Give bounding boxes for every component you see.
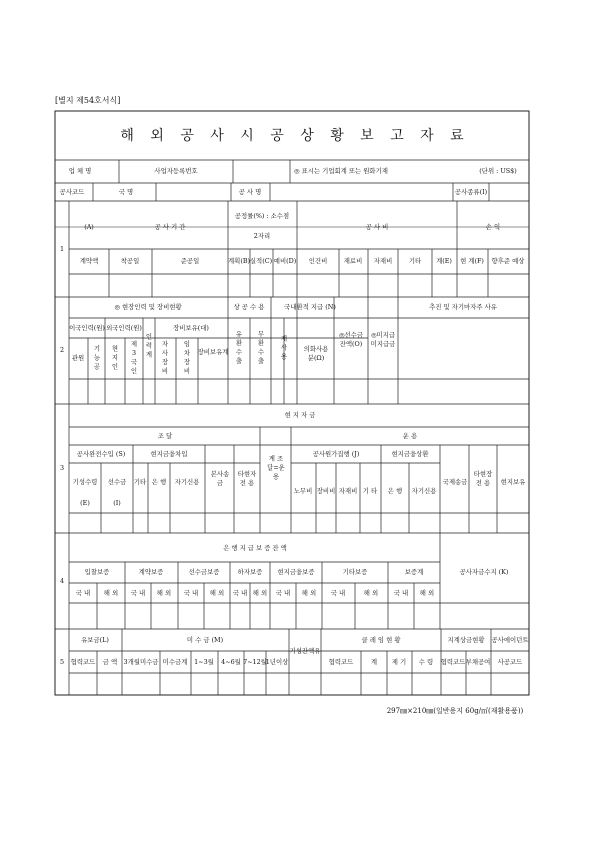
dom-5: 국 내 [275, 589, 291, 597]
defect-guarantee-label: 하자보증 [237, 568, 263, 576]
dom-6: 국 내 [330, 589, 346, 597]
col-actual: 실적(C) [249, 257, 273, 265]
contract-guarantee-label: 계약보증 [138, 568, 164, 576]
col-self-credit: 자기신용 [174, 478, 200, 486]
col-claim-filed: 제 기 [391, 658, 407, 666]
guarantee-total-label: 보증계 [404, 568, 424, 576]
ovr-3: 해 외 [209, 589, 225, 597]
section-4-number: 4 [59, 577, 65, 585]
subcontract-label: 공사자금수지 (K) [459, 568, 509, 576]
local-finance-guarantee-label: 현지금융보증 [277, 568, 315, 576]
col-other-received: 기타 [133, 478, 147, 486]
local-hold-label: 현지보유 [500, 478, 526, 486]
contract-a-label: (A) [84, 223, 94, 231]
agent-label: 공사에이던트 [491, 636, 529, 644]
dom-7: 국 내 [393, 589, 409, 597]
local-finance-label: 현지금융차입 [150, 450, 188, 458]
sub-e-label: (E) [80, 499, 90, 507]
col-advance-received: 선수금 [107, 478, 127, 486]
col-claim-code: 협력코드 [328, 658, 354, 666]
col-start-date: 착공일 [120, 257, 140, 265]
foreign-equity-label: 외국인력(원) [106, 324, 142, 332]
ovr-6: 해 외 [363, 589, 379, 597]
col-retention-code: 협력코드 [70, 658, 96, 666]
tech-label: 인력계 [145, 332, 153, 359]
col-3m-receivable: 3개월미수금 [123, 658, 159, 666]
foreign-workers-label: 이국인력(원) [69, 324, 105, 332]
receivable-label: 미 수 금 (M) [186, 636, 224, 644]
dom-3: 국 내 [183, 589, 199, 597]
col-claim-total: 계 [370, 658, 378, 666]
col-agent-code: 사공코드 [497, 658, 523, 666]
ovr-2: 해 외 [156, 589, 172, 597]
claim-label: 기성잔액유 [289, 647, 321, 655]
col-ops-other: 기 타 [362, 487, 378, 495]
ovr-5: 해 외 [301, 589, 317, 597]
col-staff: 관원 [71, 354, 85, 362]
manpower-label: ◎ 현장인력 및 장비현황 [114, 303, 182, 311]
section-1-number: 1 [59, 245, 65, 253]
profit-label: 손 익 [485, 223, 501, 231]
col-ops-materials: 자재비 [338, 487, 358, 495]
guarantee-balance-label: 은 행 지 급 보 증 잔 액 [223, 544, 287, 552]
bid-guarantee-label: 입찰보증 [84, 568, 110, 576]
col-end-date: 준공일 [180, 257, 200, 265]
col-total-e: 계(E) [436, 257, 452, 265]
progress-sub-label: 2자리 [253, 232, 271, 240]
col-reserve: 예비(D) [273, 257, 297, 265]
form-title: 해 외 공 사 시 공 상 황 보 고 자 료 [120, 128, 470, 144]
section-2-number: 2 [59, 346, 65, 354]
col-progress-received: 기성수령 [72, 478, 98, 486]
unit-label: (단위 : US$) [479, 167, 517, 175]
company-name-label: 업 체 명 [68, 167, 92, 175]
retention-label: 유보금(L) [81, 636, 109, 644]
project-code-label: 공사코드 [59, 188, 85, 196]
col-ops-equipment: 장비비 [316, 487, 336, 495]
col-forecast: 향후준 예상 [491, 257, 525, 265]
dom-2: 국 내 [130, 589, 146, 597]
form-footer: 297㎜×210㎜(일반용지 60g/㎡(재활용품)) [386, 707, 524, 715]
project-type-label: 공사종류(I) [454, 188, 488, 196]
dom-4: 국 내 [232, 589, 248, 597]
col-partner-code: 협력코드 [440, 658, 466, 666]
col-receivable-total: 미수금계 [162, 658, 188, 666]
reason-label: 추진 및 자기마자주 사유 [429, 303, 497, 311]
dom-1: 국 내 [75, 589, 91, 597]
other-site-label: 타현자 전 용 [237, 470, 257, 487]
col-current-f: 현 계(F) [460, 257, 484, 265]
col-ops-self-credit: 자기신용 [411, 487, 437, 495]
domestic-label: 국내환적 지급 (N) [284, 303, 336, 311]
partner-label: 지계상금현황 [447, 636, 485, 644]
advance-guarantee-label: 선수금보증 [188, 568, 220, 576]
col-free-export: 무환수출 [257, 330, 265, 365]
local-funds-label: 현 지 자 금 [284, 411, 316, 419]
equipment-label: 장비보유(대) [173, 324, 209, 332]
operations-label: 운 용 [402, 432, 418, 440]
col-1-3m: 1~3월 [194, 658, 214, 666]
col-ops-labor: 노무비 [293, 487, 313, 495]
section-3-number: 3 [59, 464, 65, 472]
col-labor: 인건비 [308, 257, 328, 265]
progress-label: 공정률(%) : 소수점 [234, 212, 290, 220]
col-equipment-total: 장비보유계 [197, 348, 229, 356]
col-leased-equipment: 임차장비 [183, 340, 191, 375]
procurement-label: 조 달 [157, 432, 173, 440]
local-finance-repay-label: 현지금융상환 [391, 450, 429, 458]
biz-reg-no-label: 사업자등록번호 [154, 167, 198, 175]
col-skilled: 기능공 [93, 344, 101, 371]
col-claim-received: 수 령 [418, 658, 434, 666]
advance-label: ◎선수금 잔액(O) [338, 331, 364, 348]
col-external-use: 의화사용분(Ω) [303, 345, 329, 362]
ovr-1: 해 외 [103, 589, 119, 597]
col-third-country: 제3국인 [130, 340, 138, 375]
ovr-7: 해 외 [419, 589, 435, 597]
revenue-label: 공사완전수입 (S) [76, 450, 126, 458]
cost-execution-label: 공사원가집행 (J) [312, 450, 360, 458]
col-bank: 은 행 [151, 478, 167, 486]
unpaid-label: ◎미지급 미지급금 [370, 331, 396, 348]
col-materials: 재료비 [343, 257, 363, 265]
cost-label: 공 사 비 [365, 223, 389, 231]
col-4-6m: 4~6월 [221, 658, 241, 666]
claim-status-label: 클 레 임 현 황 [361, 636, 401, 644]
header-note: ◎ 표시는 기업회계 또는 원화기재 [294, 167, 388, 175]
period-label: 공 사 기 간 [154, 223, 186, 231]
col-other: 기타 [408, 257, 422, 265]
col-7-12m: 7~12월 [243, 658, 267, 666]
col-paid-export: 유환수출 [235, 330, 243, 365]
other-guarantee-label: 기타보증 [342, 568, 368, 576]
col-retention-amount: 금 액 [102, 658, 118, 666]
form-label: [별지 제54호서식] [55, 96, 121, 105]
col-debt: 부채공여 [465, 658, 491, 666]
col-supplies: 자재비 [373, 257, 393, 265]
project-name-label: 공 사 명 [238, 188, 262, 196]
sub-i-label: (I) [113, 499, 121, 507]
col-ops-bank: 은 행 [387, 487, 403, 495]
remittance-label: 국제송금 [442, 478, 468, 486]
col-over-1y: 1년이상 [265, 658, 289, 666]
col-contract-amount: 계약액 [79, 257, 99, 265]
ovr-4: 해 외 [252, 589, 268, 597]
country-label: 국 명 [118, 188, 134, 196]
section-5-number: 5 [59, 658, 65, 666]
balance-label: 계 조달=운용 [267, 454, 285, 481]
col-own-equipment: 자사장비 [161, 340, 169, 375]
commercial-label: 상 공 수 용 [233, 303, 265, 311]
col-local: 현지인 [111, 344, 119, 371]
col-reuse: 재사용 [280, 334, 288, 361]
other-use-label: 타현장 전 용 [473, 470, 493, 487]
hq-send-label: 본사송금 [210, 470, 230, 487]
col-plan: 계획(B) [227, 257, 251, 265]
